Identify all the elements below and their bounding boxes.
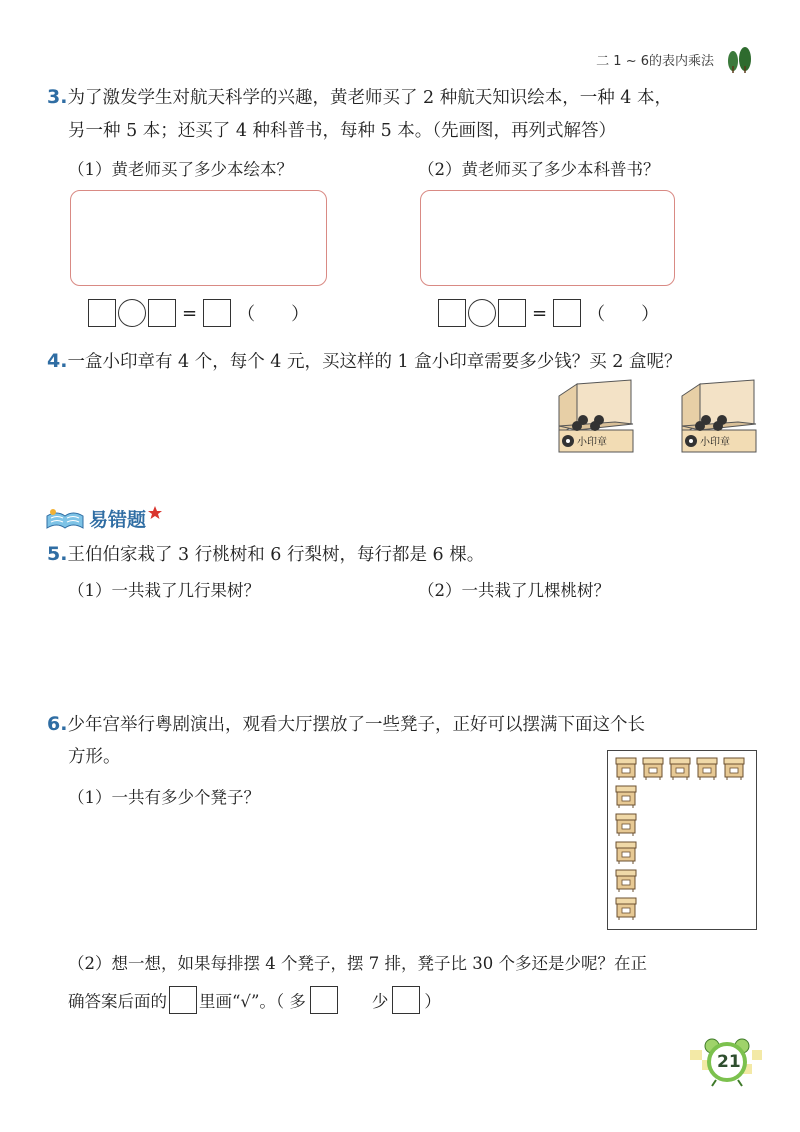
q6-sub1: （1）一共有多少个凳子？ <box>68 788 260 807</box>
chapter-header: 二 1 ~ 6的表内乘法 <box>596 54 714 69</box>
stool-icon <box>616 870 636 892</box>
q5-line: 5.王伯伯家栽了 3 行桃树和 6 行梨树，每行都是 6 棵。 <box>47 543 485 565</box>
stool-rectangle <box>607 750 757 930</box>
answer-box[interactable] <box>169 986 197 1014</box>
q6-sub2-line2: 确答案后面的 里画“√”。（ 多 少 ） <box>68 986 441 1014</box>
answer-box[interactable] <box>438 299 466 327</box>
star-icon <box>148 506 162 520</box>
answer-box[interactable] <box>553 299 581 327</box>
page-number: 21 <box>717 1052 741 1072</box>
q3-drawing-box-2[interactable] <box>420 190 675 286</box>
q5-sub2: （2）一共栽了几棵桃树？ <box>418 581 610 600</box>
equals-sign: = <box>532 302 548 324</box>
q6-line1: 6.少年宫举行粤剧演出，观看大厅摆放了一些凳子，正好可以摆满下面这个长 <box>47 713 645 735</box>
answer-box[interactable] <box>88 299 116 327</box>
q6-line2: 方形。 <box>68 747 121 767</box>
stool-icon <box>616 842 636 864</box>
q3-sub1: （1）黄老师买了多少本绘本？ <box>68 160 293 179</box>
stamp-box-illustration <box>555 378 637 454</box>
q3-equation-2 <box>438 299 659 327</box>
q6-number: 6. <box>47 713 68 735</box>
answer-box[interactable] <box>203 299 231 327</box>
stool-icon <box>616 786 636 808</box>
open-book-icon <box>45 506 85 532</box>
stool-icon <box>643 758 663 780</box>
answer-box[interactable] <box>148 299 176 327</box>
answer-box[interactable] <box>498 299 526 327</box>
stool-icon <box>616 814 636 836</box>
section-heading <box>45 505 162 532</box>
q3-equation-1 <box>88 299 309 327</box>
unit-paren[interactable]: （ ） <box>237 304 310 325</box>
q5-number: 5. <box>47 543 68 565</box>
stool-icon <box>724 758 744 780</box>
stool-icon <box>616 758 636 780</box>
q3-sub2: （2）黄老师买了多少本科普书？ <box>418 160 660 179</box>
q3-number: 3. <box>47 86 68 108</box>
check-box-more[interactable] <box>310 986 338 1014</box>
section-title: 易错题 <box>89 509 147 531</box>
page-number-badge <box>690 1036 770 1088</box>
unit-paren[interactable]: （ ） <box>587 304 660 325</box>
stool-icon <box>697 758 717 780</box>
leaf-icon <box>724 46 754 74</box>
check-box-less[interactable] <box>392 986 420 1014</box>
stamp-box-label: 小印章 <box>577 437 607 448</box>
stool-grid <box>608 751 756 929</box>
q6-sub2-line1: （2）想一想，如果每排摆 4 个凳子，摆 7 排，凳子比 30 个多还是少呢？在正 <box>68 954 647 973</box>
q4-number: 4. <box>47 350 68 372</box>
equals-sign: = <box>182 302 198 324</box>
stool-icon <box>670 758 690 780</box>
stool-icon <box>616 898 636 920</box>
operator-circle[interactable] <box>118 299 146 327</box>
q3-line2: 另一种 5 本；还买了 4 种科普书，每种 5 本。（先画图，再列式解答） <box>68 121 617 141</box>
stamp-box-illustration <box>678 378 760 454</box>
q3-drawing-box-1[interactable] <box>70 190 327 286</box>
operator-circle[interactable] <box>468 299 496 327</box>
q4-line: 4.一盒小印章有 4 个，每个 4 元，买这样的 1 盒小印章需要多少钱？买 2 盒呢？ <box>47 350 682 372</box>
stamp-box-label: 小印章 <box>700 437 730 448</box>
q5-sub1: （1）一共栽了几行果树？ <box>68 581 260 600</box>
q3-line1: 3.为了激发学生对航天科学的兴趣，黄老师买了 2 种航天知识绘本，一种 4 本， <box>47 86 672 108</box>
